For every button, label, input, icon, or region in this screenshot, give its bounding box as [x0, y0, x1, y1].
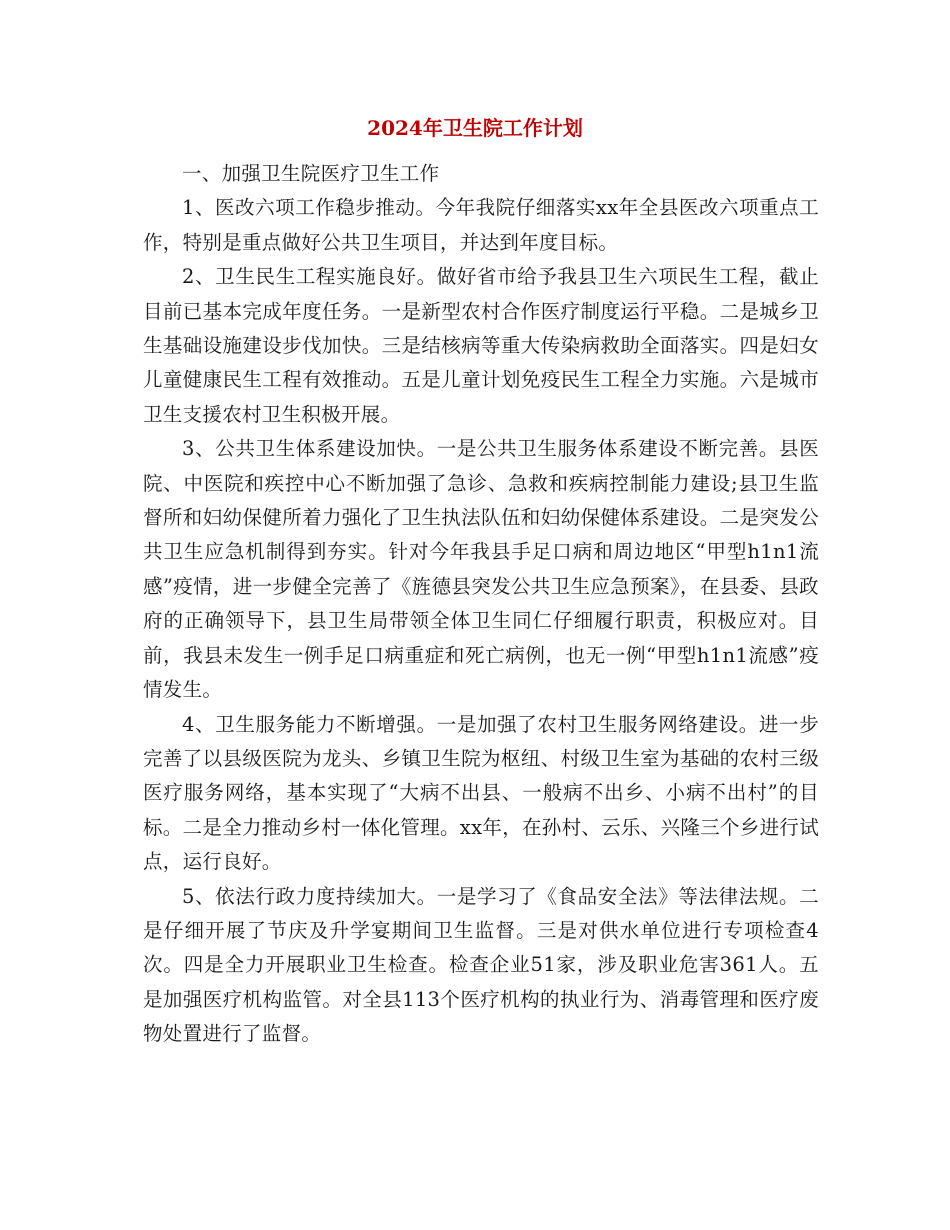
- paragraph-3: 3、公共卫生体系建设加快。一是公共卫生服务体系建设不断完善。县医院、中医院和疾控中心不断加强了急诊、急救和疾病控制能力建设;县卫生监督所和妇幼保健所着力强化了卫生执法队伍和妇幼保健体系建设。二是突发公共卫生应急机制得到夯实。针对今年我县手足口病和周边地区“甲型h1n1流感”疫情，进一步健全完善了《旌德县突发公共卫生应急预案》，在县委、县政府的正确领导下，县卫生局带领全体卫生同仁仔细履行职责，积极应对。目前，我县未发生一例手足口病重症和死亡病例，也无一例“甲型h1n1流感”疫情发生。: [143, 437, 819, 702]
- paragraph-5: 5、依法行政力度持续加大。一是学习了《食品安全法》等法律法规。二是仔细开展了节庆及升学宴期间卫生监督。三是对供水单位进行专项检查4次。四是全力开展职业卫生检查。检查企业51家，涉及职业危害361人。五是加强医疗机构监管。对全县113个医疗机构的执业行为、消毒管理和医疗废物处置进行了监督。: [143, 884, 819, 1046]
- paragraph-2: 2、卫生民生工程实施良好。做好省市给予我县卫生六项民生工程，截止目前已基本完成年度任务。一是新型农村合作医疗制度运行平稳。二是城乡卫生基础设施建设步伐加快。三是结核病等重大传染病救助全面落实。四是妇女儿童健康民生工程有效推动。五是儿童计划免疫民生工程全力实施。六是城市卫生支援农村卫生积极开展。: [143, 265, 819, 426]
- paragraph-1: 1、医改六项工作稳步推动。今年我院仔细落实xx年全县医改六项重点工作，特别是重点做好公共卫生项目，并达到年度目标。: [143, 196, 819, 254]
- paragraph-4: 4、卫生服务能力不断增强。一是加强了农村卫生服务网络建设。进一步完善了以县级医院为龙头、乡镇卫生院为枢纽、村级卫生室为基础的农村三级医疗服务网络，基本实现了“大病不出县、一般病不出乡、小病不出村”的目标。二是全力推动乡村一体化管理。xx年，在孙村、云乐、兴隆三个乡进行试点，运行良好。: [143, 712, 819, 874]
- document-body: [143, 157, 819, 1052]
- section-heading: 一、加强卫生院医疗卫生工作: [182, 162, 440, 185]
- document-title: 2024年卫生院工作计划: [367, 116, 583, 140]
